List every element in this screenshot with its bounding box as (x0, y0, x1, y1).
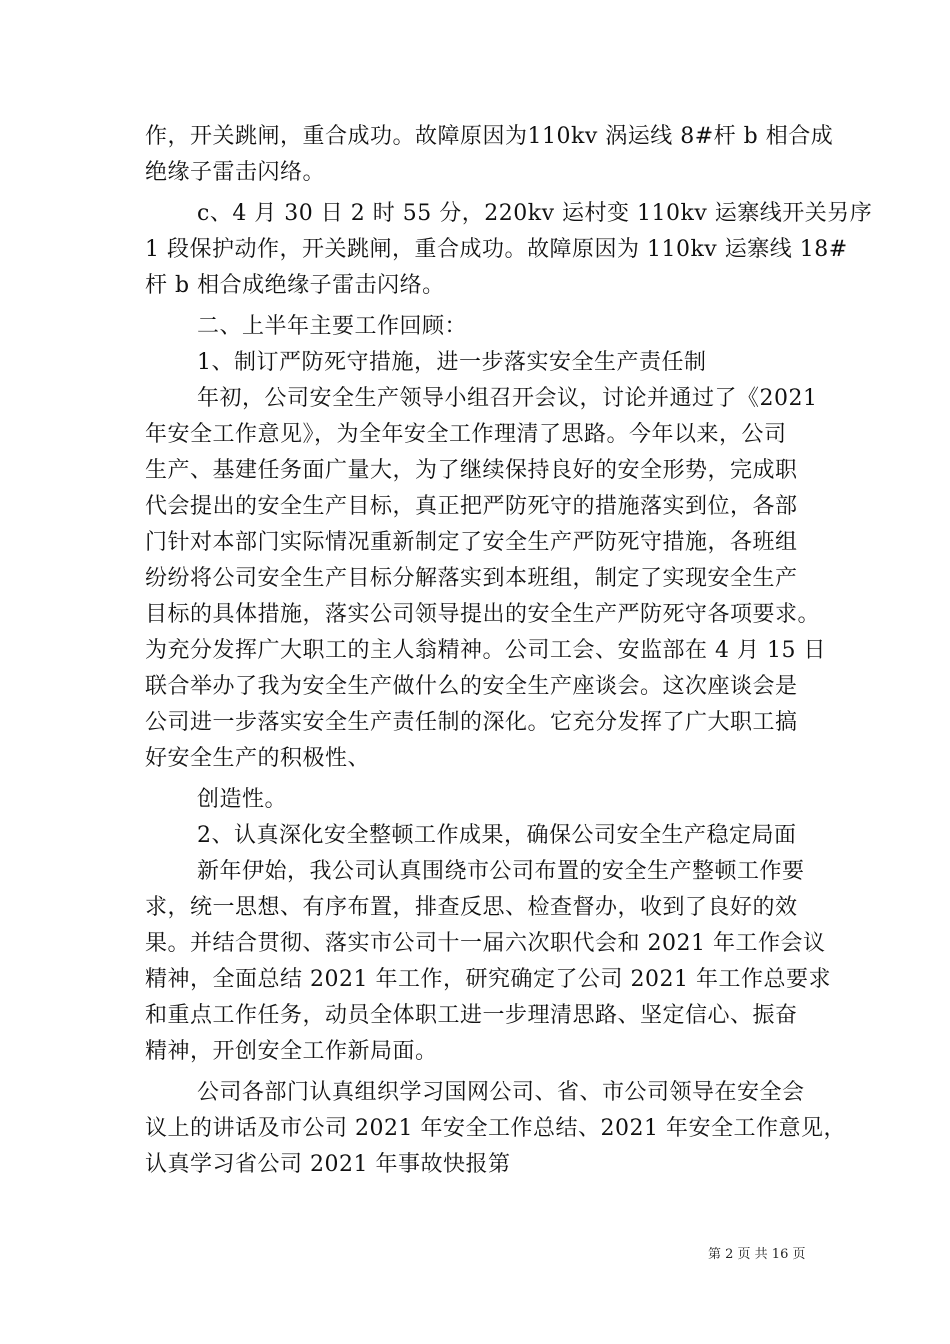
text-line: 和重点工作任务，动员全体职工进一步理清思路、坚定信心、振奋 (145, 1003, 798, 1028)
text-line: 求，统一思想、有序布置，排查反思、检查督办，收到了良好的效 (145, 895, 798, 920)
page-number: 第 2 页 共 16 页 (708, 1247, 806, 1262)
text-line: 议上的讲话及市公司 2021 年安全工作总结、2021 年安全工作意见， (145, 1116, 846, 1141)
text-line: 公司进一步落实安全生产责任制的深化。它充分发挥了广大职工搞 (145, 710, 798, 735)
subsection-heading: 1、制订严防死守措施，进一步落实安全生产责任制 (197, 350, 707, 375)
text-line: 公司各部门认真组织学习国网公司、省、市公司领导在安全会 (197, 1080, 805, 1105)
text-line: 1 段保护动作，开关跳闸，重合成功。故障原因为 110kv 运寨线 18# (145, 237, 848, 262)
text-line: 新年伊始，我公司认真围绕市公司布置的安全生产整顿工作要 (197, 859, 805, 884)
text-line: c、4 月 30 日 2 时 55 分，220kv 运村变 110kv 运寨线开关另序 (197, 201, 873, 226)
text-line: 年初，公司安全生产领导小组召开会议，讨论并通过了《2021 (197, 386, 818, 411)
text-line: 创造性。 (197, 787, 288, 812)
text-line: 门针对本部门实际情况重新制定了安全生产严防死守措施，各班组 (145, 530, 798, 555)
text-line: 认真学习省公司 2021 年事故快报第 (145, 1152, 511, 1177)
text-line: 目标的具体措施，落实公司领导提出的安全生产严防死守各项要求。 (145, 602, 821, 627)
section-heading: 二、上半年主要工作回顾： (197, 314, 468, 339)
text-line: 生产、基建任务面广量大，为了继续保持良好的安全形势，完成职 (145, 458, 798, 483)
text-line: 好安全生产的积极性、 (145, 746, 371, 771)
text-line: 年安全工作意见》，为全年安全工作理清了思路。今年以来，公司 (145, 422, 787, 447)
text-line: 果。并结合贯彻、落实市公司十一届六次职代会和 2021 年工作会议 (145, 931, 826, 956)
text-line: 精神，全面总结 2021 年工作，研究确定了公司 2021 年工作总要求 (145, 967, 831, 992)
text-line: 绝缘子雷击闪络。 (145, 160, 326, 185)
text-line: 纷纷将公司安全生产目标分解落实到本班组，制定了实现安全生产 (145, 566, 798, 591)
text-line: 为充分发挥广大职工的主人翁精神。公司工会、安监部在 4 月 15 日 (145, 638, 826, 663)
text-line: 精神，开创安全工作新局面。 (145, 1039, 438, 1064)
text-line: 联合举办了我为安全生产做什么的安全生产座谈会。这次座谈会是 (145, 674, 798, 699)
subsection-heading: 2、认真深化安全整顿工作成果，确保公司安全生产稳定局面 (197, 823, 797, 848)
text-line: 作，开关跳闸，重合成功。故障原因为110kv 涡运线 8#杆 b 相合成 (145, 124, 834, 149)
text-line: 代会提出的安全生产目标，真正把严防死守的措施落实到位，各部 (145, 494, 798, 519)
text-line: 杆 b 相合成绝缘子雷击闪络。 (145, 273, 445, 298)
